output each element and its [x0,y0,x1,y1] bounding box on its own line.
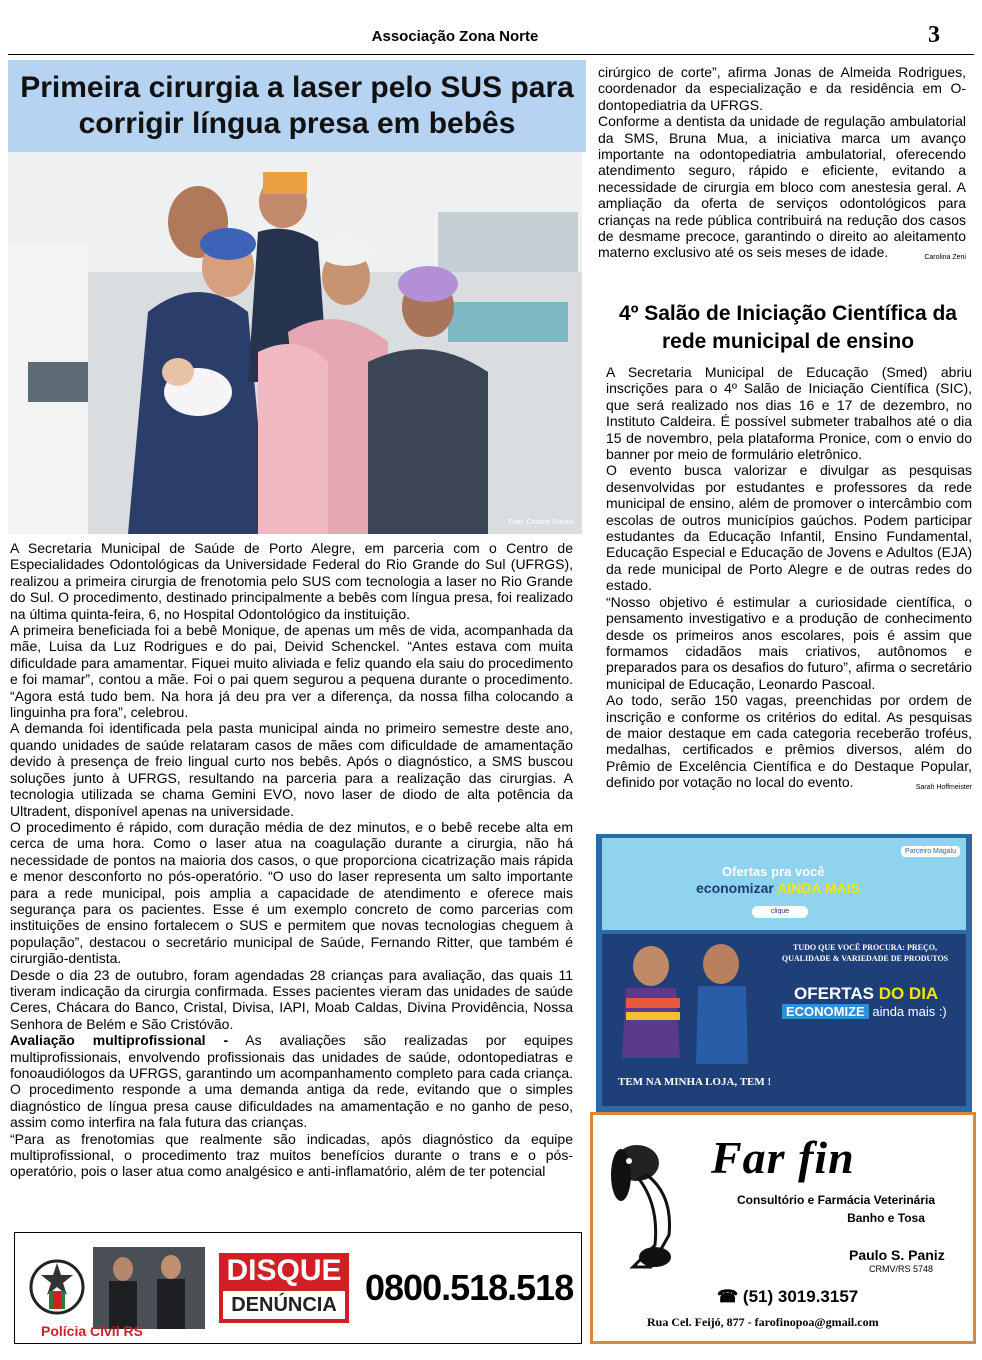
laser-headline: Primeira cirurgia a laser pelo SUS para corrigir língua presa em bebês [20,71,574,140]
vet-owner: Paulo S. Paniz [849,1247,945,1263]
photo-credit: Foto: Cristine Rochol [508,519,574,526]
sic-paragraph: A Secretaria Municipal de Educação (Smed) abriu inscrições para o 4º Salão de Iniciação Científica (SIC), que será realizado nos dias 16 e 17 de dezembro, no Instituto Caldeira. É possível submeter trabalhos até o dia 15 de novembro, pela plataforma Pronice, com o envio do banner por meio de formulário eletrônico. [606,364,972,463]
laser-paragraph: A Secretaria Municipal de Saúde de Porto Alegre, em parceria com o Centro de Especialidades Odontológicas da Universidade Federal do Rio Grande do Sul (UFRGS), realizou a primeira cirurgia de frenotomia pelo SUS com tecnologia a laser no Rio Grande do Sul. O procedimento, destinado principalmente a bebês com língua presa, foi realizado na última quinta-feira, 6, no Hospital Odontológico da instituição. [10,540,573,622]
sic-author: Sarah Hoffmeister [915,784,972,792]
laser-author: Carolina Zeni [924,254,966,262]
page-number: 3 [928,22,940,48]
offers-footer: TEM NA MINHA LOJA, TEM ! [618,1076,772,1088]
offers-ad[interactable] [596,834,972,1112]
agents-illustration [93,1247,205,1329]
police-crest-icon [27,1257,87,1321]
sic-article-body [606,364,972,824]
laser-subhead-paragraph [10,1032,573,1130]
laser-continuation: cirúrgico de corte”, afirma Jonas de Almeida Rodrigues, coordenador da especialização e da residência em O-dontopediatria da UFRGS. [598,64,966,113]
offers-ad-top-band [602,838,966,930]
offers-of-day: OFERTAS DO DIA [794,984,939,1003]
photo-illustration [8,152,582,534]
sic-paragraph: “Nosso objetivo é estimular a curiosidade científica, o pensamento investigativo e a produção de conhecimento desde os primeiros anos escolares, pois é assim que formamos cidadãos mais criativos, autônomos e preparados para os desafios do futuro”, afirma o secretário municipal de Educação, Leonardo Pascoal. [606,593,972,692]
vet-phone: ☎ (51) 3019.3157 [717,1287,859,1306]
laser-paragraph: “Para as frenotomias que realmente são indicadas, após diagnóstico da equipe multiprofissional, o procedimento traz muitos benefícios durante o trans e o pós-operatório, pois o laser atua como analgésico e anti-inflamatório, além de ter potencial [10,1130,573,1180]
laser-subhead-text: As avaliações são realizadas por equipes multiprofissionais, envolvendo profissionais das unidades de saúde, odontopediatras e fonoaudiólogos da UFRGS, garantindo um acompanhamento completo para cada criança. O procedimento responde a uma demanda antiga da rede, evitando que o simples diagnóstico de língua presa cause dificuldades na amamentação e no ganho de peso, assim como interfira na fala futura das crianças. [10,1032,573,1131]
header-rule [8,54,974,55]
disque-text: DISQUE [226,1254,342,1287]
sic-paragraph: Ao todo, serão 150 vagas, preenchidas por ordem de inscrição e conforme os critérios do edital. As pesquisas de maior destaque em cada categoria receberão troféus, medalhas, certificados e prêmios diversos, além do Prêmio de Excelência Científica e do Destaque Popular, definido por votação no local do evento. Sarah Hoffmeister [606,692,972,790]
offers-economize: ECONOMIZE ainda mais :) [782,1004,947,1019]
denuncia-text: DENÚNCIA [223,1291,345,1319]
vet-address: Rua Cel. Feijó, 877 - farofinopoa@gmail.com [647,1315,879,1329]
laser-photo [8,152,582,534]
laser-article-continuation [598,64,966,294]
laser-paragraph: A primeira beneficiada foi a bebê Monique, de apenas um mês de vida, acompanhada da mãe, Luisa da Luz Rodrigues e do pai, Deivid Schenckel. “Antes estava com muita dificuldade para amamentar. Fiquei muito aliviada e feliz quando ela saiu do procedimento e foi mamar”, contou a mãe. Foi o pai quem segurou a pequena durante o procedimento. “Agora está tudo bem. Na hora já deu pra ver a diferença, da nossa filha colocando a linguinha pra fora”, celebrou. [10,622,573,721]
police-label: Polícia Civil RS [41,1323,143,1339]
laser-subhead: Avaliação multiprofissional - [10,1032,229,1049]
laser-article-body [10,540,573,1226]
telephone-icon: ☎ [717,1287,739,1306]
offers-line2: economizar AINDA MAIS [696,880,860,896]
laser-headline-box [8,60,586,152]
vet-grooming: Banho e Tosa [847,1211,925,1225]
dog-illustration [599,1135,699,1275]
sic-paragraph: O evento busca valorizar e divulgar as pesquisas desenvolvidas por estudantes e professores da rede municipal de ensino, além de promover o intercâmbio com escolas de outros municípios gaúchos. Podem participar estudantes da Educação Infantil, Ensino Fundamental, Educação Especial e Educação de Jovens e Adultos (EJA) da rede municipal de Porto Alegre e de outras redes do estado. [606,462,972,594]
models-illustration [606,938,766,1068]
farofino-logo: Far fin [711,1132,855,1183]
offers-line1: Ofertas pra você [722,864,825,879]
police-ad[interactable] [14,1232,582,1344]
vet-services: Consultório e Farmácia Veterinária [736,1193,936,1207]
laser-continuation-2: Conforme a dentista da unidade de regulação ambulatorial da SMS, Bruna Mua, a iniciativa marca um avanço importante na odontopediatria ambulatorial, oferecendo atendimento seguro, rápido e eficiente, evitando a necessidade de cirurgia em bloco com anestesia geral. A ampliação da oferta de serviços odontológicos para crianças na rede pública contribuirá na redução dos casos de desmame precoce, garantindo o direito ao aleitamento materno exclusivo até os seis meses de idade. Carolina Zeni [598,113,966,261]
offers-ad-bottom-band [602,934,966,1106]
partner-badge: Parceiro Magalu [901,846,960,857]
offers-click-button[interactable]: clique [752,906,808,918]
laser-paragraph: O procedimento é rápido, com duração média de dez minutos, e o bebê recebe alta em cerca de uma hora. Como o laser atua na coagulação durante a cirurgia, não há necessidade de pontos na maioria dos casos, o que proporciona cicatrização mais rápida e menor desconforto no pós-operatório. “O uso do laser representa um salto importante para a rede municipal, pois amplia a capacidade de atendimento e oferece mais segurança para os pacientes. Esse é um exemplo concreto de como parcerias com instituições de ensino fortalecem o SUS e permitem que novas tecnologias cheguem à população”, destacou o secretário municipal de Saúde, Fernando Ritter, que também é cirurgião-dentista. [10,818,573,967]
offers-tagline: TUDO QUE VOCÊ PROCURA: PREÇO, QUALIDADE & VARIEDADE DE PRODUTOS [781,943,949,963]
vet-ad[interactable] [590,1112,976,1344]
vet-crmv: CRMV/RS 5748 [869,1264,934,1274]
disque-denuncia-badge [219,1253,349,1323]
publication-title: Associação Zona Norte [371,28,539,45]
police-agents-photo [93,1247,205,1329]
sic-headline: 4º Salão de Iniciação Científica da rede municipal de ensino [619,302,957,353]
police-hotline-number[interactable]: 0800.518.518 [365,1267,574,1308]
laser-paragraph: Desde o dia 23 de outubro, foram agendadas 28 crianças para avaliação, das quais 11 tiveram indicação da cirurgia confirmada. Esses pacientes vieram das unidades de saúde Ceres, Chácara do Banco, Cristal, Divisa, IAPI, Moab Caldas, Divina Providência, Nossa Senhora de Belém e São Cristóvão. [10,966,573,1032]
laser-paragraph: A demanda foi identificada pela pasta municipal ainda no primeiro semestre deste ano, quando unidades de saúde relataram casos de mães com dificuldade de amamentação devido à presença de freio lingual curto nos bebês. Após o diagnóstico, a SMS buscou soluções junto à UFRGS, resultando na parceria para a realização das cirurgias. A tecnologia utilizada se chama Gemini EVO, novo laser de diodo de alta potência da Ultradent, disponível apenas na universidade. [10,720,573,819]
